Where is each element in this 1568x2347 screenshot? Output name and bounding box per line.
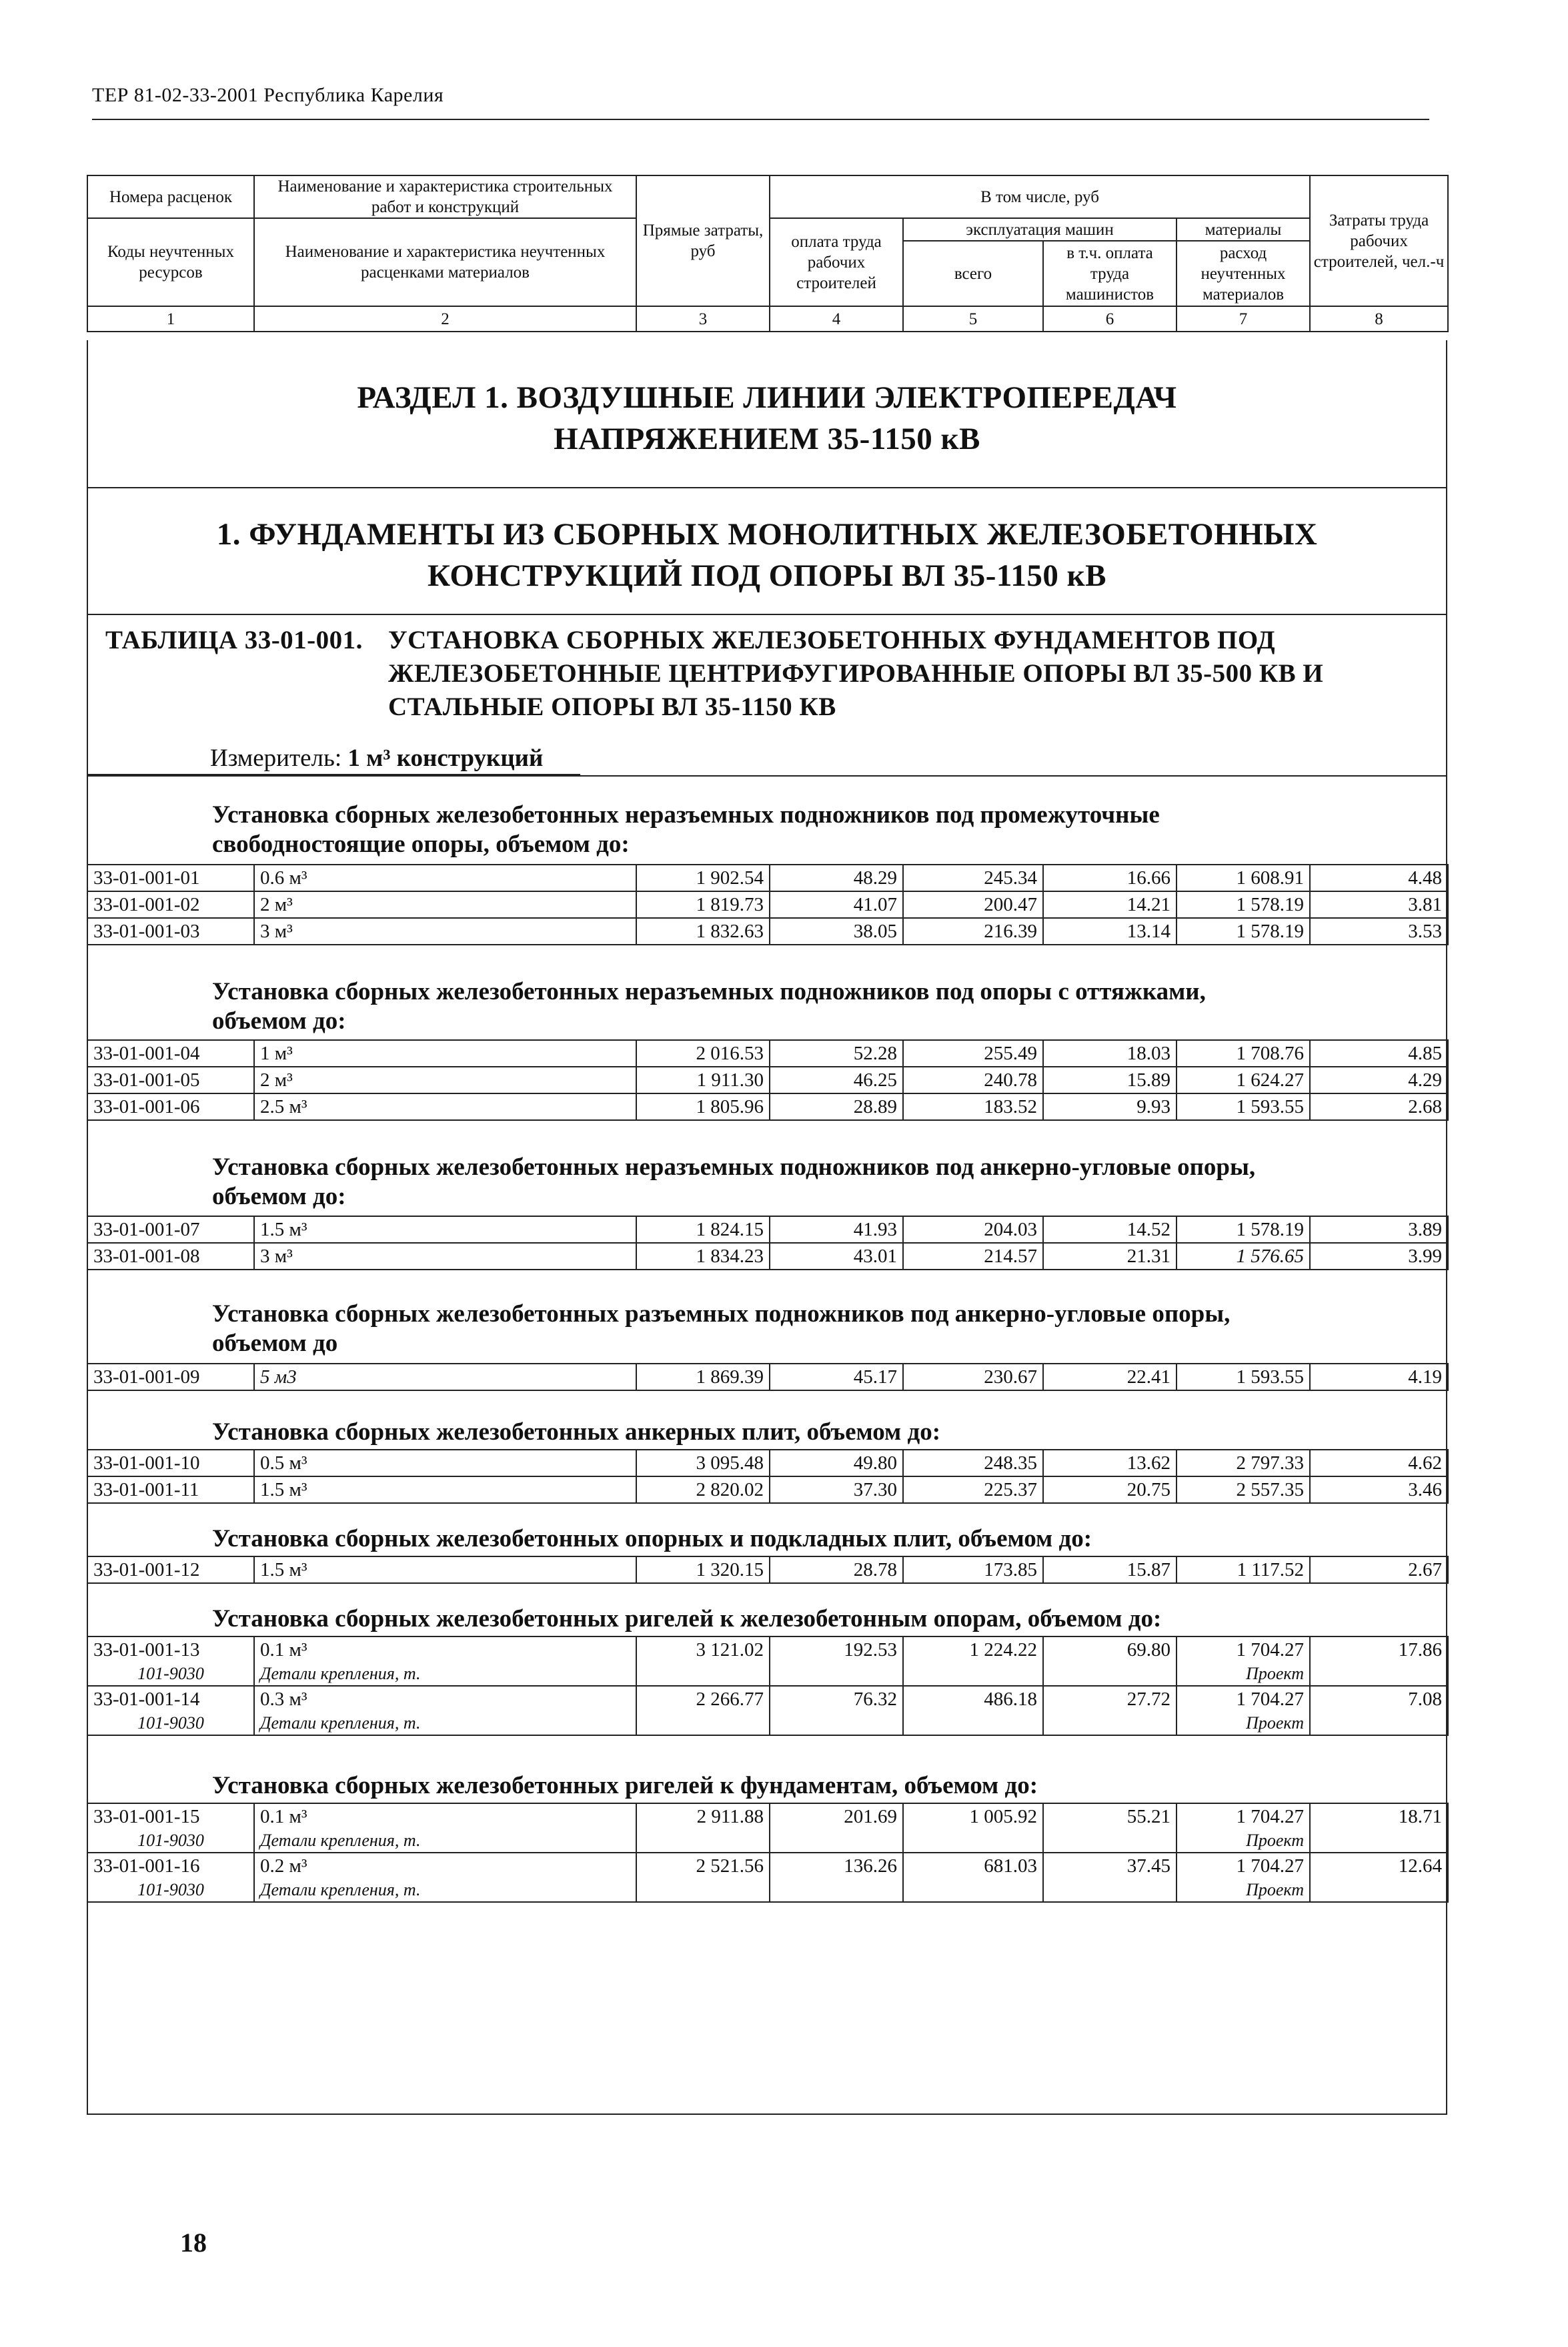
direct-costs: 1 832.63 bbox=[636, 918, 770, 945]
machine-total: 204.03 bbox=[903, 1216, 1043, 1243]
group-title bbox=[212, 1418, 1439, 1447]
labor-pay: 45.17 bbox=[770, 1364, 903, 1390]
machine-total: 245.34 bbox=[903, 865, 1043, 891]
table-subrow bbox=[87, 1712, 1448, 1735]
table-title-line2: ЖЕЛЕЗОБЕТОННЫЕ ЦЕНТРИФУГИРОВАННЫЕ ОПОРЫ ВЛ 35-500 КВ И bbox=[388, 659, 1324, 688]
rates-table bbox=[87, 1039, 1449, 1121]
table-title bbox=[388, 624, 1429, 724]
table-row bbox=[87, 1686, 1448, 1712]
section-title bbox=[87, 377, 1447, 460]
operator-pay: 13.62 bbox=[1043, 1450, 1177, 1476]
rate-volume: 3 м³ bbox=[254, 918, 636, 945]
rate-code: 33-01-001-11 bbox=[87, 1476, 254, 1503]
measurement-unit-label: Измеритель: bbox=[210, 745, 342, 772]
materials-header: материалы bbox=[1177, 218, 1310, 241]
labor-hours: 4.48 bbox=[1310, 865, 1448, 891]
operator-pay: 13.14 bbox=[1043, 918, 1177, 945]
direct-costs: 1 869.39 bbox=[636, 1364, 770, 1390]
rates-table bbox=[87, 1636, 1449, 1736]
materials-note: Проект bbox=[1177, 1879, 1310, 1902]
table-subrow bbox=[87, 1829, 1448, 1853]
rate-volume: 0.3 м³ bbox=[254, 1686, 636, 1712]
rate-volume: 5 м3 bbox=[254, 1364, 636, 1390]
direct-costs: 2 820.02 bbox=[636, 1476, 770, 1503]
materials-cost: 1 704.27 bbox=[1177, 1686, 1310, 1712]
rate-code: 33-01-001-05 bbox=[87, 1067, 254, 1093]
col7-header: расход неучтенных материалов bbox=[1177, 241, 1310, 306]
labor-pay: 41.93 bbox=[770, 1216, 903, 1243]
table-row bbox=[87, 1364, 1448, 1390]
labor-hours: 2.67 bbox=[1310, 1556, 1448, 1583]
group-title bbox=[212, 1604, 1439, 1634]
resource-code: 101-9030 bbox=[87, 1712, 254, 1735]
table-subrow bbox=[87, 1663, 1448, 1686]
group-title-line1: Установка сборных железобетонных неразъемных подножников под промежуточные bbox=[212, 801, 1160, 829]
col-number: 1 bbox=[87, 306, 254, 332]
rate-volume: 1.5 м³ bbox=[254, 1556, 636, 1583]
labor-hours: 17.86 bbox=[1310, 1636, 1448, 1663]
direct-costs: 3 121.02 bbox=[636, 1636, 770, 1663]
col-number: 3 bbox=[636, 306, 770, 332]
labor-pay: 136.26 bbox=[770, 1853, 903, 1879]
col6-header: в т.ч. оплата труда машинистов bbox=[1043, 241, 1177, 306]
operator-pay: 18.03 bbox=[1043, 1040, 1177, 1067]
table-row bbox=[87, 1476, 1448, 1503]
table-row bbox=[87, 918, 1448, 945]
table-row bbox=[87, 1216, 1448, 1243]
col1-header-bottom: Коды неучтенных ресурсов bbox=[87, 218, 254, 306]
group-title-line2: объемом до bbox=[212, 1330, 338, 1357]
labor-hours: 3.46 bbox=[1310, 1476, 1448, 1503]
operator-pay: 21.31 bbox=[1043, 1243, 1177, 1270]
direct-costs: 1 805.96 bbox=[636, 1093, 770, 1120]
machine-total: 255.49 bbox=[903, 1040, 1043, 1067]
subsection-title-line2: КОНСТРУКЦИЙ ПОД ОПОРЫ ВЛ 35-1150 кВ bbox=[427, 558, 1107, 593]
machine-total: 183.52 bbox=[903, 1093, 1043, 1120]
materials-cost: 1 704.27 bbox=[1177, 1853, 1310, 1879]
col-number: 5 bbox=[903, 306, 1043, 332]
machine-total: 225.37 bbox=[903, 1476, 1043, 1503]
group-title-line2: свободностоящие опоры, объемом до: bbox=[212, 831, 630, 858]
materials-cost: 1 608.91 bbox=[1177, 865, 1310, 891]
materials-cost: 1 593.55 bbox=[1177, 1093, 1310, 1120]
rate-code: 33-01-001-08 bbox=[87, 1243, 254, 1270]
materials-cost: 1 578.19 bbox=[1177, 1216, 1310, 1243]
rate-code: 33-01-001-04 bbox=[87, 1040, 254, 1067]
materials-cost: 1 117.52 bbox=[1177, 1556, 1310, 1583]
labor-hours: 3.53 bbox=[1310, 918, 1448, 945]
machine-total: 173.85 bbox=[903, 1556, 1043, 1583]
operator-pay: 9.93 bbox=[1043, 1093, 1177, 1120]
machine-total: 230.67 bbox=[903, 1364, 1043, 1390]
labor-hours: 3.89 bbox=[1310, 1216, 1448, 1243]
including-header: В том числе, руб bbox=[770, 175, 1310, 218]
table-row bbox=[87, 891, 1448, 918]
machines-header: эксплуатация машин bbox=[903, 218, 1177, 241]
operator-pay: 14.52 bbox=[1043, 1216, 1177, 1243]
machine-total: 214.57 bbox=[903, 1243, 1043, 1270]
rate-code: 33-01-001-14 bbox=[87, 1686, 254, 1712]
operator-pay: 15.87 bbox=[1043, 1556, 1177, 1583]
resource-code: 101-9030 bbox=[87, 1663, 254, 1686]
materials-note: Проект bbox=[1177, 1663, 1310, 1686]
col-number: 2 bbox=[254, 306, 636, 332]
group-title bbox=[212, 1300, 1439, 1358]
group-title-line2: объемом до: bbox=[212, 1007, 346, 1035]
labor-pay: 201.69 bbox=[770, 1803, 903, 1829]
direct-costs: 1 902.54 bbox=[636, 865, 770, 891]
resource-name: Детали крепления, т. bbox=[254, 1663, 636, 1686]
group-title-line1: Установка сборных железобетонных разъемных подножников под анкерно-угловые опоры, bbox=[212, 1300, 1231, 1328]
labor-pay: 28.78 bbox=[770, 1556, 903, 1583]
group-title bbox=[212, 1153, 1439, 1212]
labor-pay: 28.89 bbox=[770, 1093, 903, 1120]
labor-pay: 49.80 bbox=[770, 1450, 903, 1476]
group-title-line1: Установка сборных железобетонных ригелей к железобетонным опорам, объемом до: bbox=[212, 1605, 1162, 1632]
section-title-line2: НАПРЯЖЕНИЕМ 35-1150 кВ bbox=[554, 422, 980, 456]
labor-pay: 48.29 bbox=[770, 865, 903, 891]
col3-header: Прямые затраты, руб bbox=[636, 175, 770, 306]
group-title-line1: Установка сборных железобетонных неразъемных подножников под опоры с оттяжками, bbox=[212, 978, 1206, 1005]
labor-hours: 7.08 bbox=[1310, 1686, 1448, 1712]
table-row bbox=[87, 1636, 1448, 1663]
table-row bbox=[87, 865, 1448, 891]
rates-table bbox=[87, 1363, 1449, 1391]
rates-table bbox=[87, 1216, 1449, 1270]
rate-volume: 0.1 м³ bbox=[254, 1803, 636, 1829]
table-row bbox=[87, 1067, 1448, 1093]
materials-cost: 1 624.27 bbox=[1177, 1067, 1310, 1093]
col2-header-bottom: Наименование и характеристика неучтенных расценками материалов bbox=[254, 218, 636, 306]
resource-code: 101-9030 bbox=[87, 1829, 254, 1853]
materials-cost: 1 708.76 bbox=[1177, 1040, 1310, 1067]
rate-code: 33-01-001-01 bbox=[87, 865, 254, 891]
machine-total: 1 005.92 bbox=[903, 1803, 1043, 1829]
operator-pay: 22.41 bbox=[1043, 1364, 1177, 1390]
divider bbox=[87, 775, 1447, 777]
col-number: 6 bbox=[1043, 306, 1177, 332]
table-label: ТАБЛИЦА 33-01-001. bbox=[105, 626, 363, 654]
col5-header: всего bbox=[903, 241, 1043, 306]
labor-pay: 76.32 bbox=[770, 1686, 903, 1712]
group-title bbox=[212, 1771, 1439, 1801]
labor-pay: 37.30 bbox=[770, 1476, 903, 1503]
rates-table bbox=[87, 864, 1449, 945]
direct-costs: 1 320.15 bbox=[636, 1556, 770, 1583]
rate-code: 33-01-001-10 bbox=[87, 1450, 254, 1476]
labor-hours: 12.64 bbox=[1310, 1853, 1448, 1879]
divider bbox=[87, 487, 1447, 488]
materials-note: Проект bbox=[1177, 1712, 1310, 1735]
machine-total: 216.39 bbox=[903, 918, 1043, 945]
machine-total: 240.78 bbox=[903, 1067, 1043, 1093]
table-subrow bbox=[87, 1879, 1448, 1902]
materials-cost: 1 704.27 bbox=[1177, 1636, 1310, 1663]
materials-cost: 1 578.19 bbox=[1177, 918, 1310, 945]
resource-name: Детали крепления, т. bbox=[254, 1829, 636, 1853]
operator-pay: 14.21 bbox=[1043, 891, 1177, 918]
labor-hours: 4.29 bbox=[1310, 1067, 1448, 1093]
rate-volume: 2 м³ bbox=[254, 1067, 636, 1093]
rate-volume: 2 м³ bbox=[254, 891, 636, 918]
resource-name: Детали крепления, т. bbox=[254, 1712, 636, 1735]
machine-total: 248.35 bbox=[903, 1450, 1043, 1476]
labor-hours: 4.85 bbox=[1310, 1040, 1448, 1067]
operator-pay: 27.72 bbox=[1043, 1686, 1177, 1712]
table-row bbox=[87, 1040, 1448, 1067]
labor-hours: 2.68 bbox=[1310, 1093, 1448, 1120]
group-title bbox=[212, 801, 1439, 859]
direct-costs: 2 016.53 bbox=[636, 1040, 770, 1067]
operator-pay: 69.80 bbox=[1043, 1636, 1177, 1663]
rate-code: 33-01-001-16 bbox=[87, 1853, 254, 1879]
direct-costs: 1 819.73 bbox=[636, 891, 770, 918]
header-rule bbox=[92, 119, 1429, 120]
rate-code: 33-01-001-12 bbox=[87, 1556, 254, 1583]
materials-cost: 2 797.33 bbox=[1177, 1450, 1310, 1476]
table-title-line1: УСТАНОВКА СБОРНЫХ ЖЕЛЕЗОБЕТОННЫХ ФУНДАМЕНТОВ ПОД bbox=[388, 626, 1276, 654]
machine-total: 486.18 bbox=[903, 1686, 1043, 1712]
direct-costs: 1 834.23 bbox=[636, 1243, 770, 1270]
col-number: 8 bbox=[1310, 306, 1448, 332]
group-title bbox=[212, 977, 1439, 1036]
table-row bbox=[87, 1803, 1448, 1829]
labor-hours: 4.19 bbox=[1310, 1364, 1448, 1390]
col-number: 7 bbox=[1177, 306, 1310, 332]
direct-costs: 1 824.15 bbox=[636, 1216, 770, 1243]
direct-costs: 3 095.48 bbox=[636, 1450, 770, 1476]
group-title bbox=[212, 1524, 1439, 1554]
machine-total: 200.47 bbox=[903, 891, 1043, 918]
rate-volume: 1.5 м³ bbox=[254, 1216, 636, 1243]
machine-total: 1 224.22 bbox=[903, 1636, 1043, 1663]
col8-header: Затраты труда рабочих строителей, чел.-ч bbox=[1310, 175, 1448, 306]
direct-costs: 2 266.77 bbox=[636, 1686, 770, 1712]
group-title-line1: Установка сборных железобетонных ригелей к фундаментам, объемом до: bbox=[212, 1772, 1038, 1799]
operator-pay: 15.89 bbox=[1043, 1067, 1177, 1093]
rate-volume: 1.5 м³ bbox=[254, 1476, 636, 1503]
materials-cost: 1 576.65 bbox=[1177, 1243, 1310, 1270]
rate-volume: 0.1 м³ bbox=[254, 1636, 636, 1663]
labor-hours: 4.62 bbox=[1310, 1450, 1448, 1476]
table-row bbox=[87, 1556, 1448, 1583]
labor-hours: 3.81 bbox=[1310, 891, 1448, 918]
rate-code: 33-01-001-03 bbox=[87, 918, 254, 945]
rate-volume: 0.5 м³ bbox=[254, 1450, 636, 1476]
direct-costs: 2 911.88 bbox=[636, 1803, 770, 1829]
labor-pay: 192.53 bbox=[770, 1636, 903, 1663]
table-row bbox=[87, 1450, 1448, 1476]
divider bbox=[87, 614, 1447, 615]
rate-code: 33-01-001-02 bbox=[87, 891, 254, 918]
rate-volume: 0.2 м³ bbox=[254, 1853, 636, 1879]
resource-name: Детали крепления, т. bbox=[254, 1879, 636, 1902]
table-title-line3: СТАЛЬНЫЕ ОПОРЫ ВЛ 35-1150 КВ bbox=[388, 692, 836, 721]
rate-volume: 3 м³ bbox=[254, 1243, 636, 1270]
col-number: 4 bbox=[770, 306, 903, 332]
group-title-line1: Установка сборных железобетонных опорных и подкладных плит, объемом до: bbox=[212, 1525, 1092, 1552]
operator-pay: 20.75 bbox=[1043, 1476, 1177, 1503]
page-number: 18 bbox=[180, 2228, 207, 2258]
group-title-line2: объемом до: bbox=[212, 1183, 346, 1210]
labor-pay: 52.28 bbox=[770, 1040, 903, 1067]
rate-code: 33-01-001-07 bbox=[87, 1216, 254, 1243]
operator-pay: 37.45 bbox=[1043, 1853, 1177, 1879]
rate-code: 33-01-001-13 bbox=[87, 1636, 254, 1663]
measurement-unit bbox=[210, 744, 543, 773]
table-row bbox=[87, 1093, 1448, 1120]
rate-volume: 1 м³ bbox=[254, 1040, 636, 1067]
direct-costs: 2 521.56 bbox=[636, 1853, 770, 1879]
materials-cost: 1 578.19 bbox=[1177, 891, 1310, 918]
labor-hours: 18.71 bbox=[1310, 1803, 1448, 1829]
rate-volume: 2.5 м³ bbox=[254, 1093, 636, 1120]
col1-header-top: Номера расценок bbox=[87, 175, 254, 218]
labor-pay: 38.05 bbox=[770, 918, 903, 945]
rate-code: 33-01-001-15 bbox=[87, 1803, 254, 1829]
materials-note: Проект bbox=[1177, 1829, 1310, 1853]
rate-code: 33-01-001-09 bbox=[87, 1364, 254, 1390]
direct-costs: 1 911.30 bbox=[636, 1067, 770, 1093]
rates-table bbox=[87, 1803, 1449, 1903]
subsection-title-line1: 1. ФУНДАМЕНТЫ ИЗ СБОРНЫХ МОНОЛИТНЫХ ЖЕЛЕЗОБЕТОННЫХ bbox=[216, 517, 1318, 552]
table-row bbox=[87, 1853, 1448, 1879]
section-title-line1: РАЗДЕЛ 1. ВОЗДУШНЫЕ ЛИНИИ ЭЛЕКТРОПЕРЕДАЧ bbox=[357, 380, 1177, 415]
col2-header-top: Наименование и характеристика строительных работ и конструкций bbox=[254, 175, 636, 218]
materials-cost: 1 704.27 bbox=[1177, 1803, 1310, 1829]
operator-pay: 55.21 bbox=[1043, 1803, 1177, 1829]
materials-cost: 1 593.55 bbox=[1177, 1364, 1310, 1390]
group-title-line1: Установка сборных железобетонных анкерных плит, объемом до: bbox=[212, 1418, 941, 1446]
rates-table bbox=[87, 1449, 1449, 1504]
group-title-line1: Установка сборных железобетонных неразъемных подножников под анкерно-угловые опоры, bbox=[212, 1153, 1256, 1181]
rate-volume: 0.6 м³ bbox=[254, 865, 636, 891]
resource-code: 101-9030 bbox=[87, 1879, 254, 1902]
subsection-title bbox=[87, 514, 1447, 596]
table-row bbox=[87, 1243, 1448, 1270]
column-header-table bbox=[87, 175, 1449, 332]
document-code: ТЕР 81-02-33-2001 Республика Карелия bbox=[92, 84, 444, 106]
labor-pay: 46.25 bbox=[770, 1067, 903, 1093]
labor-pay: 41.07 bbox=[770, 891, 903, 918]
rates-table bbox=[87, 1556, 1449, 1584]
machine-total: 681.03 bbox=[903, 1853, 1043, 1879]
rate-code: 33-01-001-06 bbox=[87, 1093, 254, 1120]
labor-hours: 3.99 bbox=[1310, 1243, 1448, 1270]
labor-pay: 43.01 bbox=[770, 1243, 903, 1270]
operator-pay: 16.66 bbox=[1043, 865, 1177, 891]
col4-header: оплата труда рабочих строителей bbox=[770, 218, 903, 306]
materials-cost: 2 557.35 bbox=[1177, 1476, 1310, 1503]
measurement-unit-value: 1 м³ конструкций bbox=[347, 745, 544, 772]
